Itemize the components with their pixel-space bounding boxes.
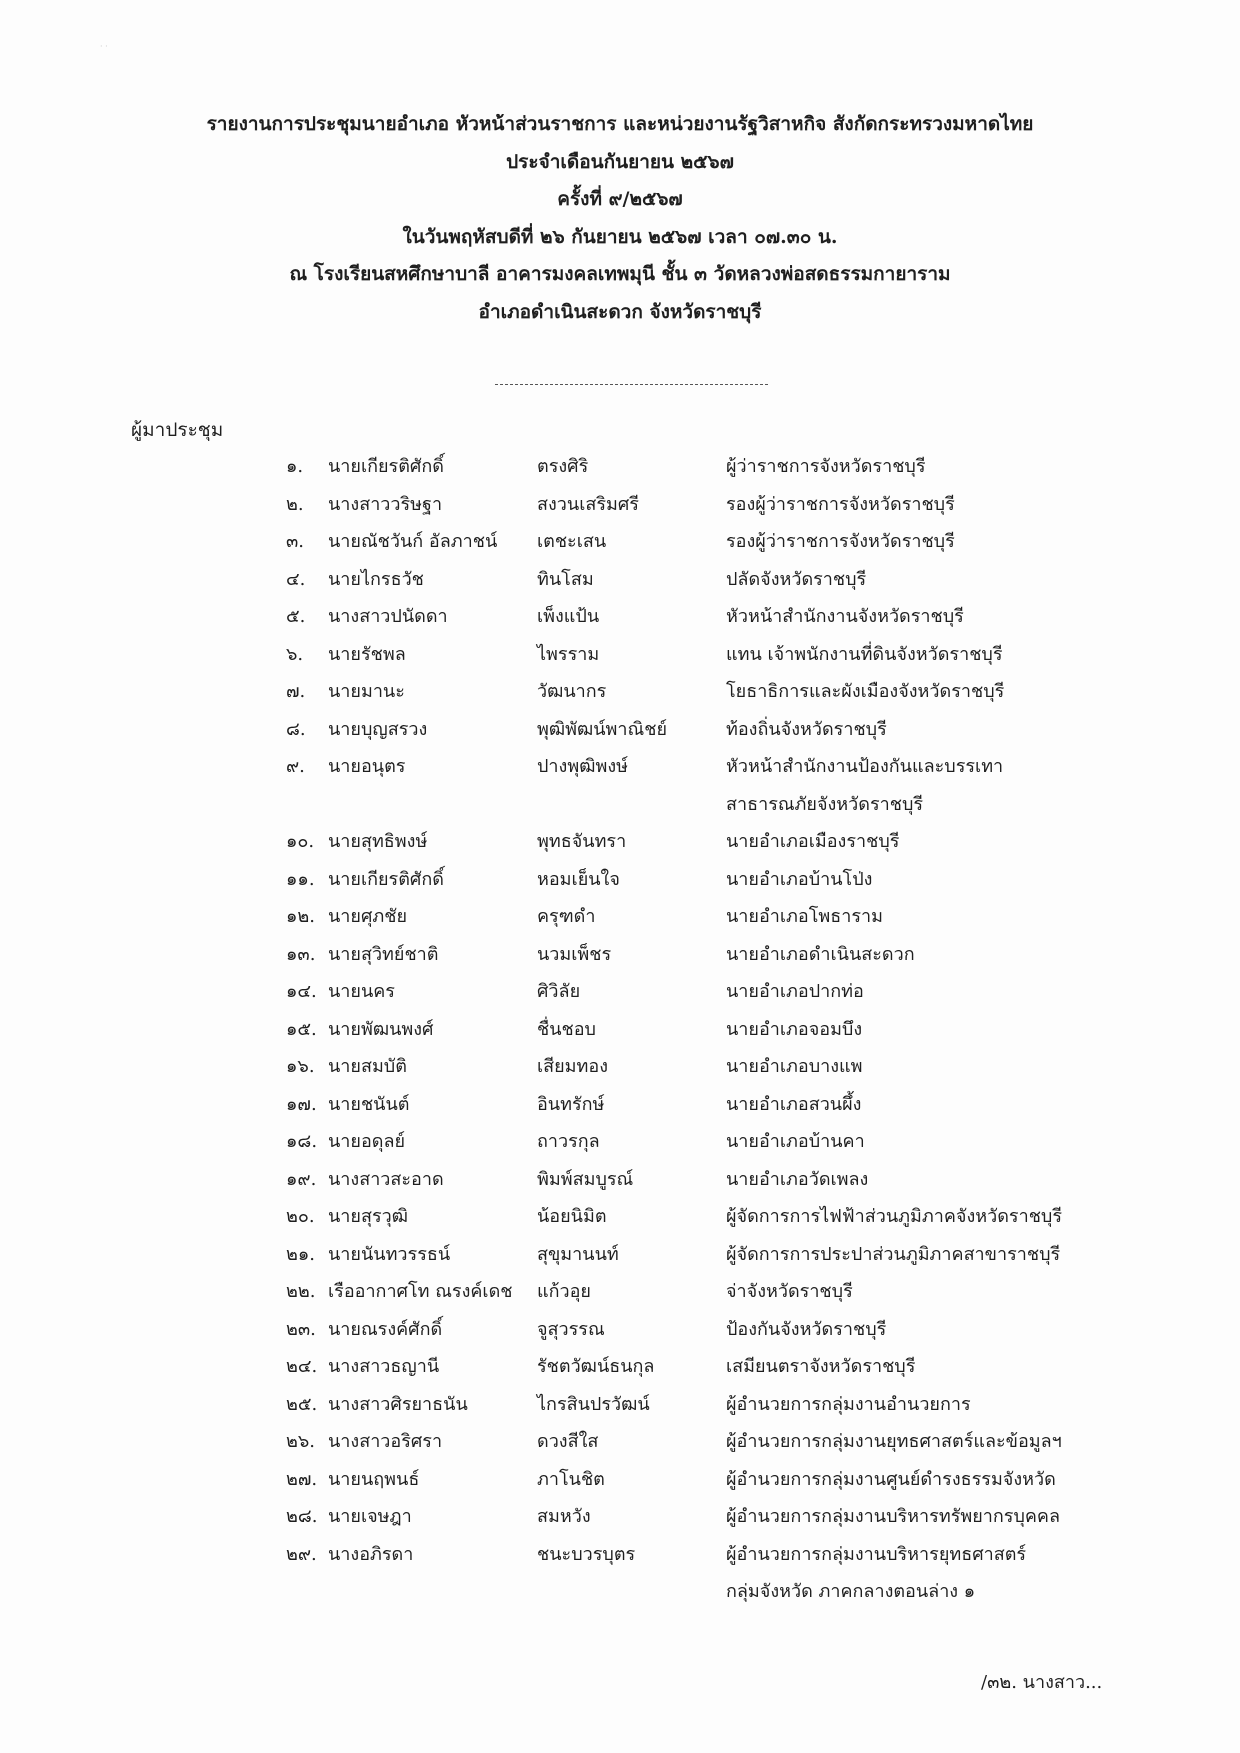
attendee-last-name: พุทธจันทรา	[537, 831, 627, 852]
heading-line-venue: ณ โรงเรียนสหศึกษาบาลี อาคารมงคลเทพมุนี ชั้น ๓ วัดหลวงพ่อสดธรรมกายาราม	[289, 263, 951, 285]
attendee-first-name: นางสาวอริศรา	[328, 1431, 443, 1452]
attendee-row	[0, 936, 1240, 974]
attendee-position-continued: กลุ่มจังหวัด ภาคกลางตอนล่าง ๑	[726, 1581, 976, 1602]
attendee-position: นายอำเภอวัดเพลง	[726, 1168, 869, 1190]
attendee-first-name: นายบุญสรวง	[328, 718, 428, 740]
attendee-last-name: ทินโสม	[537, 568, 594, 590]
attendee-last-name: ชื่นชอบ	[537, 1018, 596, 1040]
attendee-last-name: ปางพุฒิพงษ์	[537, 756, 628, 777]
attendee-first-name: นายนันทวรรธน์	[328, 1243, 451, 1265]
attendee-number: ๙.	[286, 756, 305, 777]
dashed-divider	[495, 384, 768, 385]
attendee-position: ผู้อำนวยการกลุ่มงานอำนวยการ	[726, 1393, 971, 1415]
attendee-first-name: นายณรงค์ศักดิ์	[328, 1318, 443, 1340]
attendee-first-name: นางอภิรดา	[328, 1543, 414, 1565]
attendee-row	[0, 1461, 1240, 1499]
attendee-last-name: เพ็งแป้น	[537, 606, 600, 627]
attendee-last-name: ศิวิลัย	[537, 981, 581, 1002]
attendee-first-name: นายมานะ	[328, 681, 405, 702]
attendee-position: รองผู้ว่าราชการจังหวัดราชบุรี	[726, 493, 955, 515]
attendee-position: ผู้ว่าราชการจังหวัดราชบุรี	[726, 456, 926, 477]
attendee-position: ปลัดจังหวัดราชบุรี	[726, 568, 867, 590]
attendee-last-name: นวมเพ็ชร	[537, 943, 612, 965]
attendee-first-name: นายเกียรติศักดิ์	[328, 456, 444, 477]
attendee-first-name: นางสาวปนัดดา	[328, 606, 448, 627]
attendee-first-name: นายณัชวันก์ อัลภาชน์	[328, 531, 498, 552]
attendee-position: นายอำเภอเมืองราชบุรี	[726, 831, 900, 852]
attendee-row	[0, 448, 1240, 486]
attendee-number: ๒.	[286, 493, 304, 515]
attendee-number: ๔.	[286, 568, 306, 590]
attendee-last-name: สงวนเสริมศรี	[537, 493, 639, 515]
attendee-position: นายอำเภอดำเนินสะดวก	[726, 943, 915, 965]
attendee-number: ๒๔.	[286, 1356, 318, 1377]
attendee-row	[0, 711, 1240, 749]
attendee-row	[0, 1423, 1240, 1461]
attendee-list	[0, 448, 1240, 1611]
attendee-first-name: นายสุวิทย์ชาติ	[328, 943, 439, 965]
attendee-row	[0, 561, 1240, 599]
heading-line-district: อำเภอดำเนินสะดวก จังหวัดราชบุรี	[478, 300, 762, 323]
attendee-first-name: นายอดุลย์	[328, 1131, 406, 1152]
attendee-row	[0, 1123, 1240, 1161]
attendee-number: ๑๘.	[286, 1131, 318, 1152]
attendee-last-name: จูสุวรรณ	[537, 1318, 605, 1340]
attendee-position: ผู้อำนวยการกลุ่มงานบริหารทรัพยากรบุคคล	[726, 1506, 1060, 1527]
attendee-number: ๒๖.	[286, 1431, 316, 1452]
attendee-row	[0, 1273, 1240, 1311]
attendee-first-name: นางสาวธญานี	[328, 1356, 440, 1377]
attendee-position: ท้องถิ่นจังหวัดราชบุรี	[726, 718, 887, 740]
attendee-first-name: นางสาวศิรยาธนัน	[328, 1393, 468, 1415]
attendee-number: ๑๐.	[286, 831, 315, 852]
attendee-last-name: ถาวรกุล	[537, 1131, 600, 1152]
attendee-row	[0, 1011, 1240, 1049]
attendee-position: นายอำเภอโพธาราม	[726, 906, 883, 927]
attendee-position: นายอำเภอปากท่อ	[726, 981, 864, 1002]
attendee-number: ๒๕.	[286, 1393, 318, 1415]
attendee-first-name: นายนคร	[328, 981, 395, 1002]
attendee-first-name: นายสมบัติ	[328, 1056, 407, 1077]
attendee-first-name: นายชนันต์	[328, 1093, 410, 1115]
attendee-first-name: นางสาววริษฐา	[328, 493, 443, 515]
attendee-last-name: ครุฑดำ	[537, 906, 596, 927]
attendee-last-name: สมหวัง	[537, 1506, 591, 1527]
attendee-last-name: พิมพ์สมบูรณ์	[537, 1168, 634, 1190]
attendee-last-name: ดวงสีใส	[537, 1431, 599, 1452]
attendee-position: แทน เจ้าพนักงานที่ดินจังหวัดราชบุรี	[726, 643, 1003, 665]
attendee-row	[0, 748, 1240, 823]
attendee-row	[0, 673, 1240, 711]
attendee-last-name: ชนะบวรบุตร	[537, 1543, 636, 1565]
attendee-last-name: เสียมทอง	[537, 1056, 609, 1077]
attendee-position: หัวหน้าสำนักงานป้องกันและบรรเทา	[726, 756, 1004, 777]
attendee-number: ๑๕.	[286, 1018, 317, 1040]
attendee-number: ๑๙.	[286, 1168, 317, 1190]
attendee-position: นายอำเภอบางแพ	[726, 1056, 863, 1077]
page-continuation-note: /๓๒. นางสาว...	[981, 1672, 1103, 1693]
attendee-row	[0, 1498, 1240, 1536]
attendee-number: ๒๘.	[286, 1506, 318, 1527]
attendee-first-name: นายเจษฎา	[328, 1506, 412, 1527]
attendee-position: นายอำเภอบ้านคา	[726, 1131, 865, 1152]
attendee-last-name: พุฒิพัฒน์พาณิชย์	[537, 718, 667, 740]
heading-line-session: ครั้งที่ ๙/๒๕๖๗	[557, 188, 683, 210]
attendee-row	[0, 823, 1240, 861]
attendee-number: ๒๗.	[286, 1468, 318, 1490]
attendee-row	[0, 523, 1240, 561]
section-title-attendees: ผู้มาประชุม	[131, 419, 224, 441]
attendee-number: ๑.	[286, 456, 304, 477]
attendee-number: ๑๑.	[286, 868, 315, 890]
attendee-number: ๑๔.	[286, 981, 317, 1002]
attendee-first-name: นายศุภชัย	[328, 906, 408, 927]
attendee-position: หัวหน้าสำนักงานจังหวัดราชบุรี	[726, 606, 964, 627]
heading-line-date-time: ในวันพฤหัสบดีที่ ๒๖ กันยายน ๒๕๖๗ เวลา ๐๗.๓๐ น.	[402, 225, 838, 248]
heading-line-month: ประจำเดือนกันยายน ๒๕๖๗	[506, 150, 734, 173]
attendee-last-name: อินทรักษ์	[537, 1093, 605, 1115]
attendee-position: เสมียนตราจังหวัดราชบุรี	[726, 1356, 916, 1377]
attendee-position: ผู้อำนวยการกลุ่มงานศูนย์ดำรงธรรมจังหวัด	[726, 1468, 1056, 1490]
attendee-first-name: นายนฤพนธ์	[328, 1468, 420, 1490]
attendee-row	[0, 1198, 1240, 1236]
attendee-last-name: แก้วอุย	[537, 1281, 591, 1302]
attendee-row	[0, 1348, 1240, 1386]
attendee-row	[0, 898, 1240, 936]
attendee-first-name: นางสาวสะอาด	[328, 1168, 444, 1190]
attendee-last-name: ไพรราม	[537, 643, 600, 665]
attendee-position: นายอำเภอสวนผึ้ง	[726, 1093, 862, 1115]
attendee-row	[0, 1386, 1240, 1424]
attendee-last-name: สุขุมานนท์	[537, 1243, 619, 1265]
attendee-number: ๒๙.	[286, 1543, 317, 1565]
attendee-number: ๒๒.	[286, 1281, 316, 1302]
attendee-position: รองผู้ว่าราชการจังหวัดราชบุรี	[726, 531, 955, 552]
attendee-number: ๖.	[286, 643, 304, 665]
attendee-last-name: รัชตวัฒน์ธนกุล	[537, 1356, 655, 1377]
scan-speck: · ·	[100, 42, 108, 51]
attendee-row	[0, 973, 1240, 1011]
attendee-row	[0, 1086, 1240, 1124]
attendee-number: ๑๖.	[286, 1056, 315, 1077]
attendee-last-name: ตรงศิริ	[537, 456, 589, 477]
attendee-row	[0, 1236, 1240, 1274]
attendee-position: นายอำเภอจอมบึง	[726, 1018, 863, 1040]
attendee-position: โยธาธิการและผังเมืองจังหวัดราชบุรี	[726, 681, 1005, 702]
attendee-position: นายอำเภอบ้านโป่ง	[726, 868, 873, 890]
attendee-last-name: ไกรสินปรวัฒน์	[537, 1393, 650, 1415]
attendee-last-name: เตชะเสน	[537, 531, 607, 552]
attendee-row	[0, 1536, 1240, 1611]
attendee-position-continued: สาธารณภัยจังหวัดราชบุรี	[726, 793, 924, 815]
attendee-row	[0, 861, 1240, 899]
attendee-last-name: วัฒนากร	[537, 681, 607, 702]
attendee-number: ๒๑.	[286, 1243, 316, 1265]
attendee-number: ๒๓.	[286, 1318, 316, 1340]
attendee-last-name: หอมเย็นใจ	[537, 868, 620, 890]
attendee-number: ๕.	[286, 606, 306, 627]
attendee-number: ๗.	[286, 681, 306, 702]
attendee-first-name: นายสุทธิพงษ์	[328, 831, 428, 852]
attendee-last-name: ภาโนชิต	[537, 1468, 605, 1490]
attendee-first-name: นายพัฒนพงศ์	[328, 1018, 434, 1040]
attendee-row	[0, 1311, 1240, 1349]
heading-line-report-title: รายงานการประชุมนายอำเภอ หัวหน้าส่วนราชการ และหน่วยงานรัฐวิสาหกิจ สังกัดกระทรวงมหาดไทย	[206, 113, 1034, 135]
attendee-number: ๑๓.	[286, 943, 316, 965]
attendee-last-name: น้อยนิมิต	[537, 1206, 607, 1227]
attendee-row	[0, 1048, 1240, 1086]
attendee-number: ๒๐.	[286, 1206, 315, 1227]
attendee-first-name: นายสุรวุฒิ	[328, 1206, 408, 1227]
attendee-row	[0, 486, 1240, 524]
attendee-position: ผู้อำนวยการกลุ่มงานยุทธศาสตร์และข้อมูลฯ	[726, 1431, 1062, 1452]
attendee-position: ผู้จัดการการประปาส่วนภูมิภาคสาขาราชบุรี	[726, 1243, 1061, 1265]
attendee-row	[0, 598, 1240, 636]
attendee-position: ผู้อำนวยการกลุ่มงานบริหารยุทธศาสตร์	[726, 1543, 1027, 1565]
attendee-first-name: นายเกียรติศักดิ์	[328, 868, 444, 890]
attendee-number: ๑๒.	[286, 906, 316, 927]
attendee-row	[0, 636, 1240, 674]
attendee-number: ๑๗.	[286, 1093, 317, 1115]
attendee-first-name: เรืออากาศโท ณรงค์เดช	[328, 1281, 513, 1302]
attendee-position: ผู้จัดการการไฟฟ้าส่วนภูมิภาคจังหวัดราชบุรี	[726, 1206, 1063, 1227]
attendee-position: จ่าจังหวัดราชบุรี	[726, 1281, 853, 1302]
attendee-first-name: นายรัชพล	[328, 643, 406, 665]
document-heading	[0, 106, 1240, 331]
attendee-number: ๓.	[286, 531, 305, 552]
attendee-first-name: นายไกรธวัช	[328, 568, 424, 590]
attendee-row	[0, 1161, 1240, 1199]
attendee-number: ๘.	[286, 718, 306, 740]
attendee-position: ป้องกันจังหวัดราชบุรี	[726, 1318, 887, 1340]
attendee-first-name: นายอนุตร	[328, 756, 406, 777]
